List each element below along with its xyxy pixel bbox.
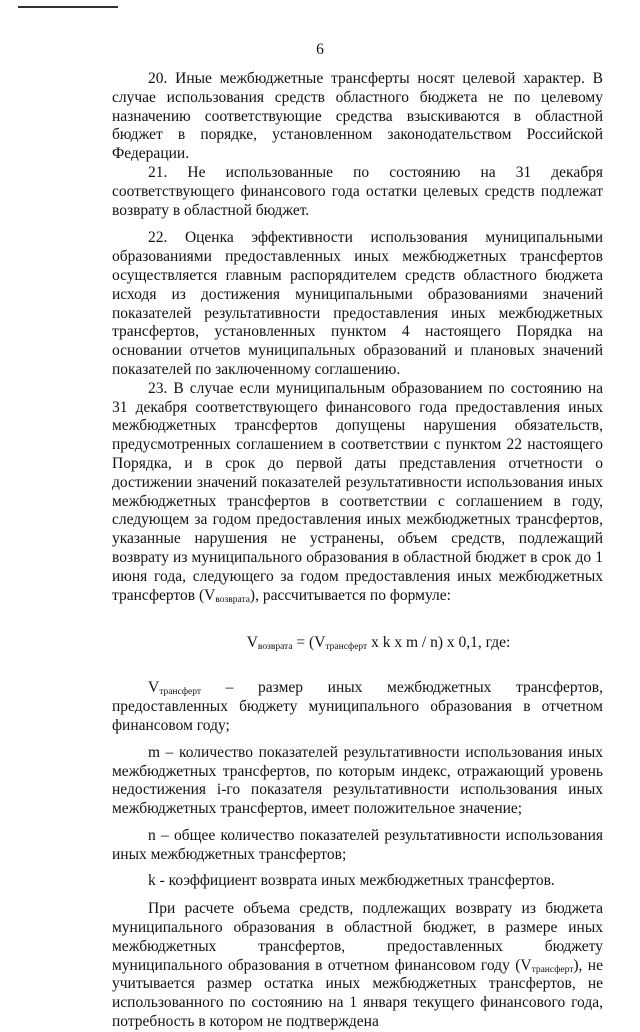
- definition-m: m – количество показателей результативности использования иных межбюджетных трансфертов, по которым индекс, отражающий уровень недостижения i-го показателя результативности использования иных межбюджетных трансфертов, имеет положительное значение;: [112, 743, 603, 818]
- paragraph-23-subscript: возврата: [215, 594, 250, 605]
- document-body: [112, 70, 603, 1032]
- paragraph-22: 22. Оценка эффективности использования муниципальными образованиями предоставленных иных межбюджетных трансфертов осуществляется главным распорядителем средств областного бюджета исходя из достижения муниципальными образованиями значений показателей результативности предоставления иных межбюджетных трансфертов, установленных пунктом 4 настоящего Порядка на основании отчетов муниципальных образований и плановых значений показателей по заключенному соглашению.: [112, 229, 603, 378]
- definition-v-text: – размер иных межбюджетных трансфертов, предоставленных бюджету муниципального образования в отчетном финансовом году;: [112, 679, 603, 734]
- header-rule: [18, 6, 118, 8]
- page-number: 6: [316, 41, 324, 58]
- definition-v: [112, 679, 603, 735]
- paragraph-23: [112, 380, 603, 606]
- paragraph-21: 21. Не использованные по состоянию на 31 декабря соответствующего финансового года остатки целевых средств подлежат возврату в областной бюджет.: [112, 163, 603, 219]
- formula-sub-left: возврата: [257, 642, 293, 653]
- formula-sub-right: трансферт: [325, 642, 368, 653]
- definition-v-subscript: трансферт: [159, 687, 202, 698]
- return-formula: [154, 633, 603, 653]
- closing-subscript: трансферт: [531, 964, 574, 975]
- definition-n: n – общее количество показателей результативности использования иных межбюджетных трансфертов;: [112, 826, 603, 863]
- definition-v-symbol: V: [148, 679, 160, 697]
- closing-end: ), не учитывается размер остатка иных межбюджетных трансфертов, не использованного по состоянию на 1 января текущего финансового года, потребность в котором не подтверждена: [112, 956, 603, 1031]
- paragraph-23-tail: ), рассчитывается по формуле:: [249, 586, 451, 604]
- paragraph-23-text: 23. В случае если муниципальным образованием по состоянию на 31 декабря соответствующего финансового года предоставления иных межбюджетных трансфертов допущены нарушения обязательств, предусмотренных соглашением в соответствии с пунктом 22 настоящего Порядка, и в срок до первой даты представления отчетности о достижении значений показателей результативности использования иных межбюджетных трансфертов в соответствии с соглашением в году, следующем за годом предоставления иных межбюджетных трансфертов, указанные нарушения не устранены, объем средств, подлежащий возврату из муниципального образования в областной бюджет в срок до 1 июня года, следующего за годом предоставления иных межбюджетных трансфертов (V: [112, 379, 603, 604]
- closing-start: При расчете объема средств, подлежащих возврату из бюджета муниципального образования в областной бюджет, в размере иных межбюджетных трансфертов, предоставленных бюджету муниципального образования в отчетном финансовом году (V: [112, 900, 603, 974]
- formula-rest: x k x m / n) x 0,1, где:: [367, 634, 511, 652]
- closing-paragraph: [112, 900, 603, 1032]
- paragraph-20: 20. Иные межбюджетные трансферты носят целевой характер. В случае использования средств областного бюджета не по целевому назначению соответствующие средства взыскиваются в областной бюджет в порядке, установленном законодательством Российской Федерации.: [112, 70, 603, 163]
- definition-k: k - коэффициент возврата иных межбюджетных трансфертов.: [148, 872, 555, 890]
- formula-v: V: [246, 634, 258, 652]
- formula-eq: = (V: [292, 634, 326, 652]
